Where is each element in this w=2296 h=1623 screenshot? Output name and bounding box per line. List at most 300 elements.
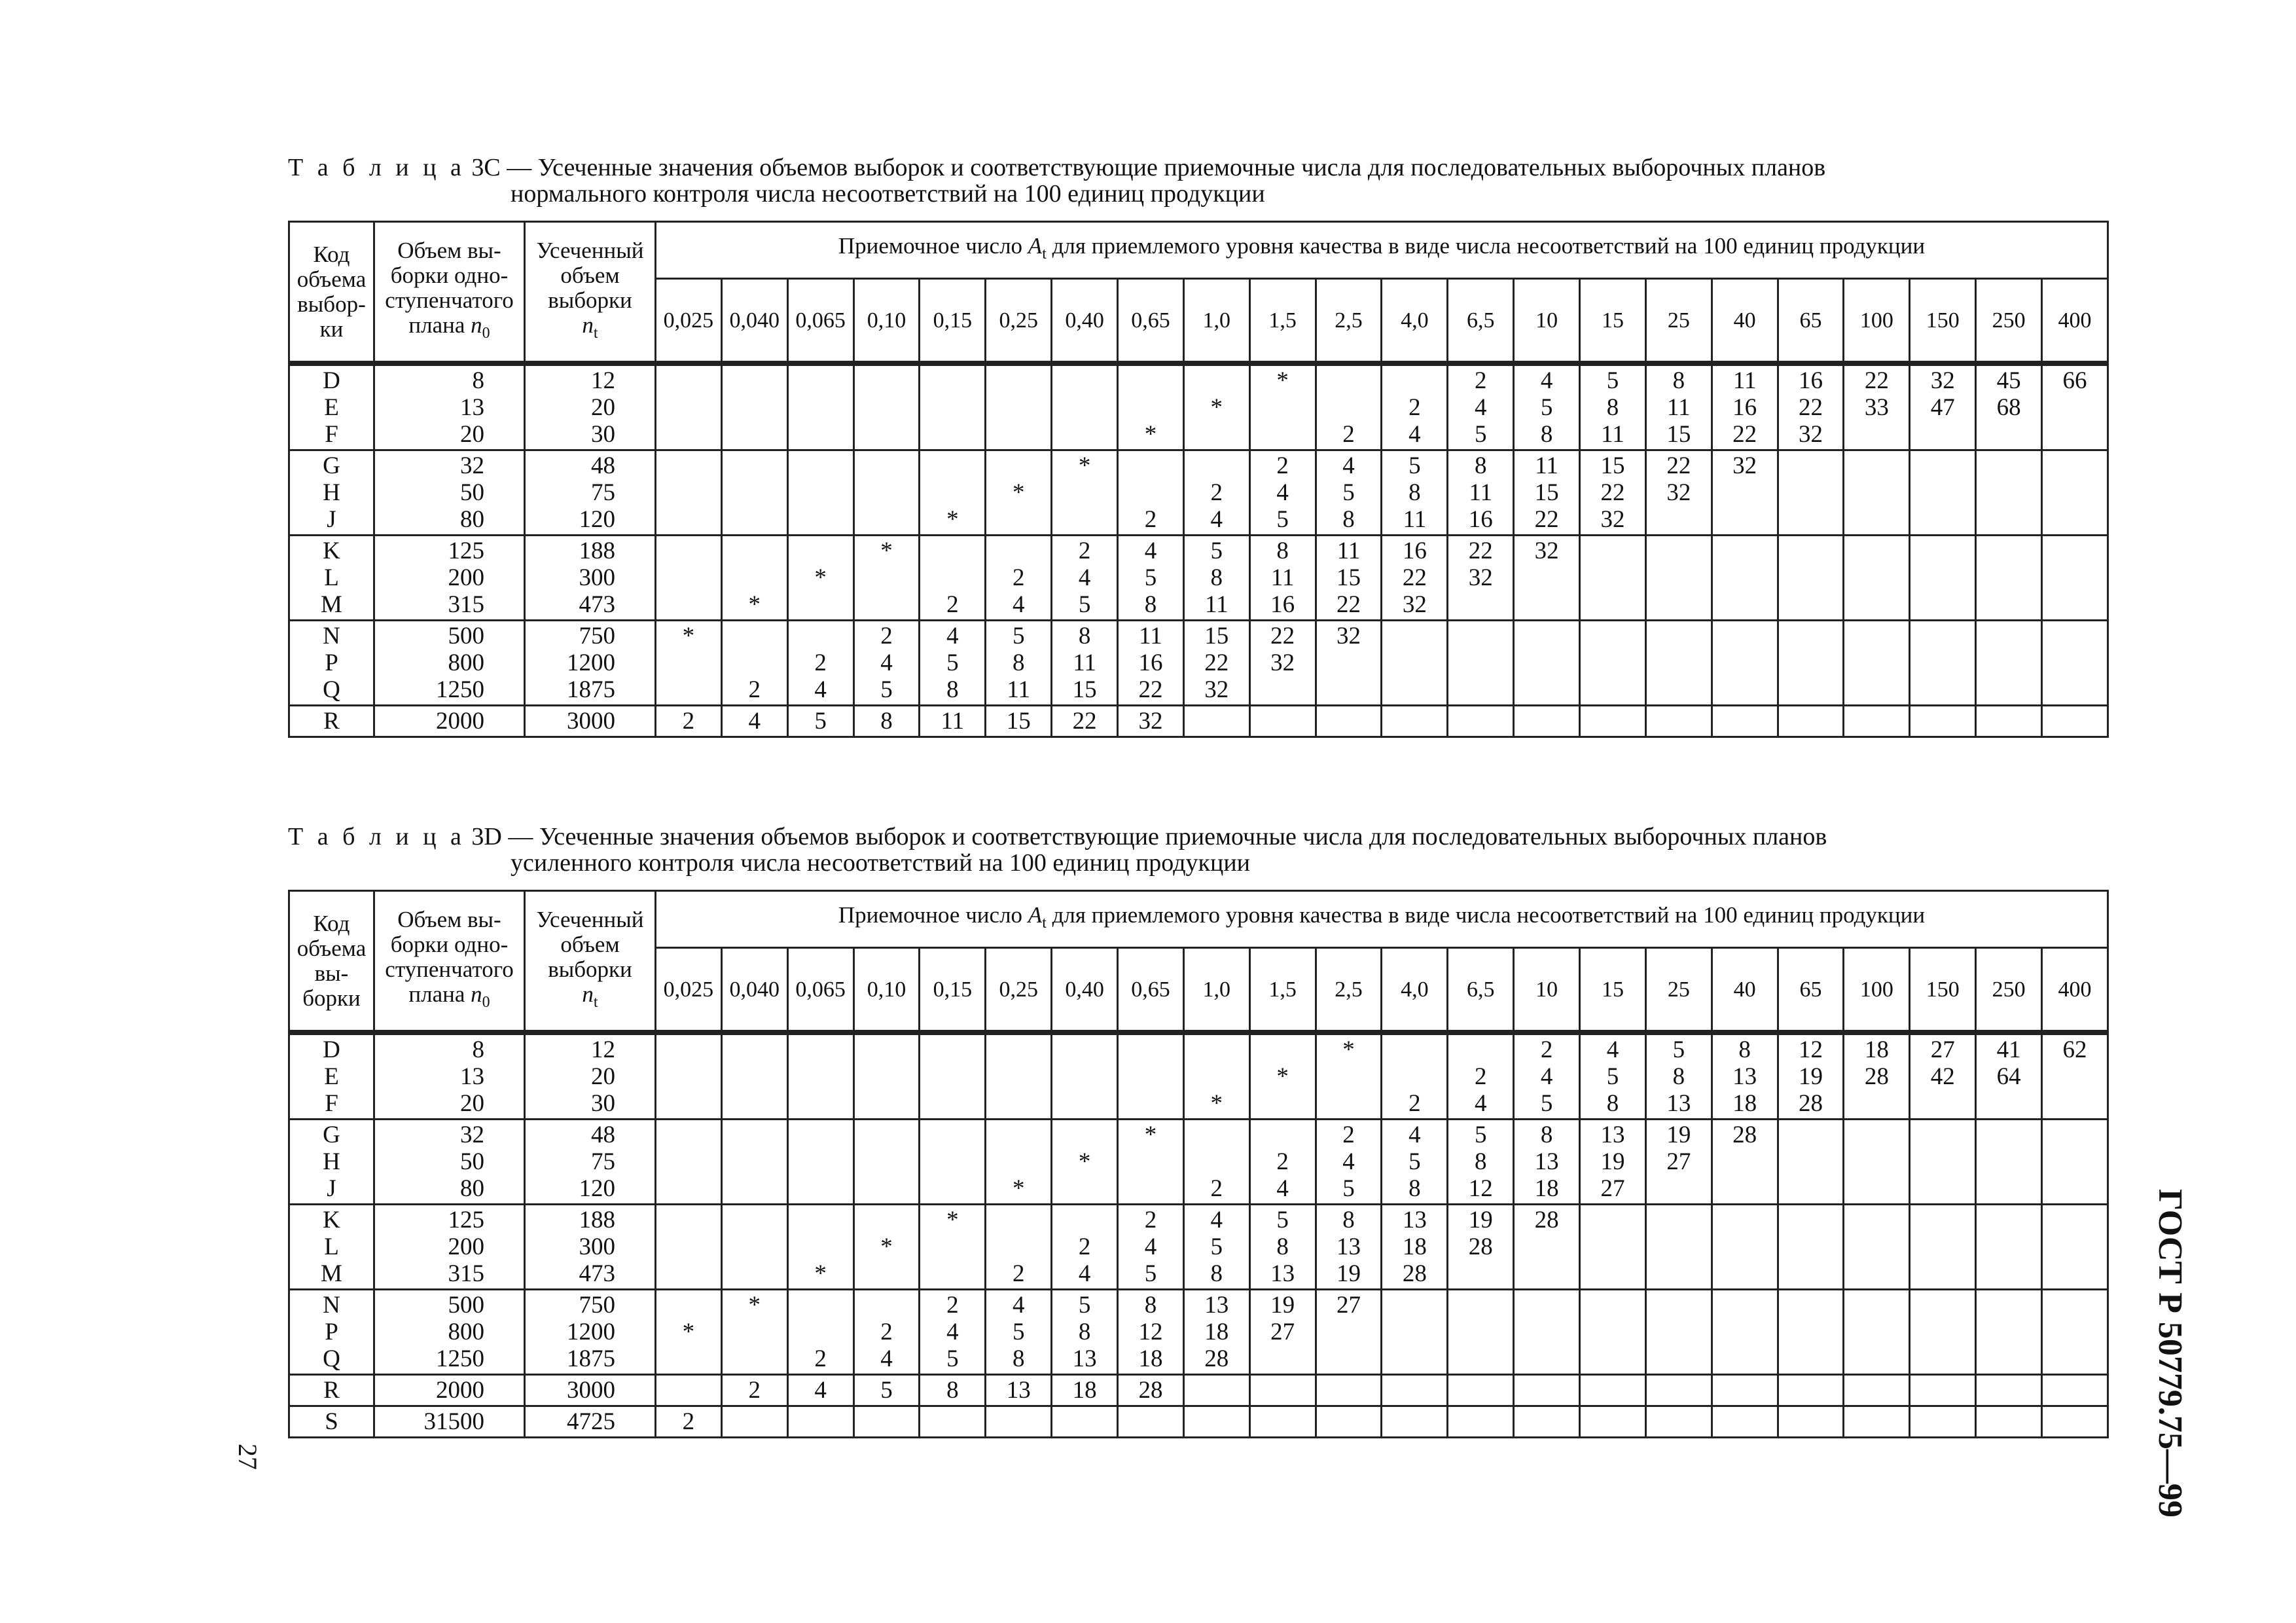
acceptance-value [1844, 421, 1909, 448]
acceptance-cell [1514, 1205, 1580, 1290]
acceptance-cell [920, 1120, 986, 1205]
table-row [289, 1205, 2108, 1290]
code-cell [289, 1375, 374, 1406]
acceptance-value: 5 [1210, 538, 1223, 564]
acceptance-value: 5 [1540, 394, 1553, 421]
acceptance-cell [1382, 706, 1448, 737]
quality-level-5: 0,25 [986, 279, 1052, 364]
acceptance-value: 15 [1336, 564, 1361, 591]
acceptance-value: 22 [1799, 394, 1823, 421]
acceptance-value [789, 591, 853, 618]
quality-level-21: 400 [2042, 948, 2108, 1033]
acceptance-cell [1712, 1120, 1778, 1205]
acceptance-value: 12 [1468, 1175, 1493, 1202]
acceptance-value: 11 [1204, 591, 1229, 618]
acceptance-cell [656, 1032, 722, 1120]
acceptance-cell [1118, 1290, 1184, 1375]
acceptance-value [855, 1260, 919, 1287]
acceptance-value: 18 [1864, 1036, 1889, 1063]
acceptance-cell [1183, 1290, 1249, 1375]
acceptance-value: 4 [946, 1319, 959, 1345]
acceptance-value: 8 [1210, 1260, 1223, 1287]
acceptance-cell [920, 1375, 986, 1406]
code-cell [289, 363, 374, 450]
acceptance-value: 11 [1073, 649, 1096, 676]
acceptance-value: 2 [946, 1292, 959, 1319]
quality-level-17: 65 [1778, 948, 1844, 1033]
acceptance-cell [1712, 1375, 1778, 1406]
acceptance-value: 2 [814, 649, 827, 676]
n0-cell-value: 125 [448, 1207, 484, 1233]
acceptance-cell [1580, 450, 1646, 536]
acceptance-value: * [1012, 1175, 1025, 1202]
code-cell-value: L [324, 1233, 339, 1260]
acceptance-cell [787, 536, 853, 621]
code-cell-value: N [323, 1292, 340, 1319]
acceptance-cell [986, 1032, 1052, 1120]
acceptance-cell [986, 1290, 1052, 1375]
acceptance-cell [920, 450, 986, 536]
acceptance-cell [1778, 621, 1844, 706]
n0-cell-value: 50 [460, 479, 484, 506]
acceptance-value: 18 [1072, 1377, 1097, 1404]
acceptance-value [920, 1260, 984, 1287]
acceptance-cell [1778, 1032, 1844, 1120]
truncated-header-text: Усеченный объем выборки [536, 237, 644, 313]
acceptance-cell [2042, 536, 2108, 621]
single-plan-sub: 0 [482, 993, 490, 1011]
quality-level-4: 0,15 [920, 279, 986, 364]
quality-level-9: 1,5 [1249, 279, 1316, 364]
acceptance-value [986, 1233, 1050, 1260]
acceptance-value [1185, 1036, 1249, 1063]
acceptance-value: 8 [1408, 479, 1421, 506]
acceptance-cell [1778, 450, 1844, 536]
acceptance-cell [1382, 1375, 1448, 1406]
acceptance-value: 5 [946, 649, 959, 676]
acceptance-value: 22 [1138, 676, 1163, 703]
acceptance-cell [1910, 363, 1976, 450]
code-cell-value: F [325, 421, 338, 448]
code-cell-value: Q [323, 1345, 340, 1372]
nt-cell-value: 750 [579, 1292, 615, 1319]
code-cell-value: Q [323, 676, 340, 703]
acceptance-value [789, 1319, 853, 1345]
acceptance-value: 18 [1138, 1345, 1163, 1372]
truncated-header [525, 222, 656, 364]
acceptance-value [920, 452, 984, 479]
quality-level-0: 0,025 [656, 279, 722, 364]
acceptance-cell [920, 621, 986, 706]
acceptance-cell [1514, 1290, 1580, 1375]
acceptance-cell [1052, 1406, 1118, 1438]
acceptance-value: 11 [1601, 421, 1624, 448]
acceptance-cell [1580, 706, 1646, 737]
single-plan-header [374, 222, 525, 364]
acceptance-cell [721, 1375, 787, 1406]
acceptance-cell [1712, 536, 1778, 621]
acceptance-cell [853, 1032, 920, 1120]
acceptance-value [986, 1207, 1050, 1233]
acceptance-cell [1844, 1120, 1910, 1205]
n0-cell-value: 32 [460, 452, 484, 479]
acceptance-cell [1580, 1290, 1646, 1375]
acceptance-value [1052, 1175, 1117, 1202]
acceptance-suffix: для приемлемого уровня качества в виде числа несоответствий на 100 единиц продукции [1052, 233, 1926, 259]
nt-cell-value: 1200 [567, 649, 615, 676]
acceptance-value: * [1078, 452, 1091, 479]
quality-level-13: 10 [1514, 948, 1580, 1033]
acceptance-value [1382, 367, 1446, 394]
acceptance-value: 2 [1474, 367, 1487, 394]
acceptance-cell [1580, 1205, 1646, 1290]
acceptance-value [1448, 1260, 1513, 1287]
quality-level-20: 250 [1976, 948, 2042, 1033]
nt-cell-value: 3000 [567, 708, 615, 735]
acceptance-cell [787, 1290, 853, 1375]
acceptance-value: 8 [1540, 1122, 1553, 1148]
acceptance-value [1977, 421, 2041, 448]
acceptance-cell [986, 450, 1052, 536]
acceptance-cell [920, 1032, 986, 1120]
acceptance-cell [1778, 1290, 1844, 1375]
acceptance-value [1052, 1122, 1117, 1148]
acceptance-cell [2042, 1375, 2108, 1406]
code-cell-value: K [323, 538, 340, 564]
acceptance-value: 13 [1072, 1345, 1097, 1372]
acceptance-cell [1382, 1205, 1448, 1290]
acceptance-cell [721, 450, 787, 536]
acceptance-value: 4 [880, 649, 893, 676]
acceptance-var: A [1028, 902, 1043, 928]
n0-cell-value: 200 [448, 1233, 484, 1260]
header-row [289, 891, 2108, 948]
acceptance-cell [853, 1290, 920, 1375]
acceptance-value [1052, 506, 1117, 533]
acceptance-value: 5 [1012, 1319, 1025, 1345]
acceptance-cell [1910, 1120, 1976, 1205]
acceptance-cell [853, 621, 920, 706]
acceptance-cell [1844, 1406, 1910, 1438]
quality-level-7: 0,65 [1118, 279, 1184, 364]
acceptance-value: 66 [2062, 367, 2087, 394]
code-cell-value: D [323, 367, 340, 394]
quality-level-0: 0,025 [656, 948, 722, 1033]
acceptance-cell [1712, 1290, 1778, 1375]
acceptance-value: 15 [1006, 708, 1031, 735]
nt-cell [525, 621, 656, 706]
acceptance-cell [1910, 1205, 1976, 1290]
nt-cell-value: 30 [591, 1090, 615, 1117]
acceptance-value: 15 [1600, 452, 1625, 479]
acceptance-value: 8 [1474, 1148, 1487, 1175]
truncated-var: n [582, 312, 594, 338]
acceptance-value: 8 [1342, 506, 1355, 533]
single-plan-header [374, 891, 525, 1033]
table-row [289, 450, 2108, 536]
code-header-text: Код объема вы- борки [296, 910, 367, 1011]
acceptance-cell [853, 706, 920, 737]
acceptance-value [986, 1148, 1050, 1175]
acceptance-cell [1910, 1290, 1976, 1375]
acceptance-value: 11 [1270, 564, 1295, 591]
quality-level-1: 0,040 [721, 279, 787, 364]
acceptance-value: 4 [1342, 452, 1355, 479]
acceptance-value [723, 564, 787, 591]
nt-cell-value: 12 [591, 1036, 615, 1063]
acceptance-value [656, 1292, 721, 1319]
acceptance-cell [1976, 1120, 2042, 1205]
code-cell-value: L [324, 564, 339, 591]
acceptance-value: 22 [1534, 506, 1559, 533]
acceptance-value: 2 [880, 623, 893, 649]
acceptance-value: 2 [1144, 1207, 1157, 1233]
nt-cell-value: 300 [579, 564, 615, 591]
acceptance-value: 4 [1474, 1090, 1487, 1117]
n0-cell-value: 800 [448, 1319, 484, 1345]
acceptance-value: 11 [1732, 367, 1757, 394]
acceptance-cell [1976, 621, 2042, 706]
acceptance-cell [721, 1290, 787, 1375]
table-row [289, 536, 2108, 621]
acceptance-value [1251, 421, 1315, 448]
code-cell-value: K [323, 1207, 340, 1233]
n0-cell-value: 20 [460, 1090, 484, 1117]
acceptance-value: 5 [814, 708, 827, 735]
quality-level-17: 65 [1778, 279, 1844, 364]
acceptance-value: 8 [1672, 1063, 1685, 1090]
code-cell-value: J [327, 506, 336, 533]
acceptance-value: 11 [1007, 676, 1031, 703]
acceptance-value [1448, 591, 1513, 618]
acceptance-cell [1118, 1205, 1184, 1290]
acceptance-cell [1645, 621, 1712, 706]
acceptance-cell [1052, 1032, 1118, 1120]
acceptance-value [723, 1319, 787, 1345]
acceptance-cell [1183, 1406, 1249, 1438]
code-cell [289, 706, 374, 737]
quality-level-6: 0,40 [1052, 279, 1118, 364]
acceptance-cell [1249, 363, 1316, 450]
acceptance-cell [1316, 1406, 1382, 1438]
quality-level-6: 0,40 [1052, 948, 1118, 1033]
acceptance-cell [656, 1290, 722, 1375]
acceptance-value: 4 [1408, 421, 1421, 448]
acceptance-value [789, 623, 853, 649]
acceptance-value: 8 [1144, 591, 1157, 618]
acceptance-cell [1448, 450, 1514, 536]
nt-cell-value: 300 [579, 1233, 615, 1260]
n0-cell-value: 80 [460, 1175, 484, 1202]
acceptance-cell [656, 450, 722, 536]
acceptance-value: 2 [1408, 394, 1421, 421]
n0-cell [374, 536, 525, 621]
acceptance-value: 13 [1336, 1233, 1361, 1260]
acceptance-cell [1316, 450, 1382, 536]
acceptance-cell [1118, 706, 1184, 737]
nt-cell [525, 706, 656, 737]
acceptance-value: 5 [1276, 1207, 1289, 1233]
acceptance-value: 19 [1336, 1260, 1361, 1287]
acceptance-cell [721, 536, 787, 621]
acceptance-value [723, 649, 787, 676]
acceptance-cell [986, 363, 1052, 450]
acceptance-value [986, 506, 1050, 533]
acceptance-cell [1052, 1375, 1118, 1406]
acceptance-value: 4 [1474, 394, 1487, 421]
quality-level-18: 100 [1844, 948, 1910, 1033]
acceptance-value: 2 [682, 708, 695, 735]
acceptance-cell [1249, 1375, 1316, 1406]
acceptance-value: 68 [1996, 394, 2021, 421]
acceptance-cell [1382, 1120, 1448, 1205]
acceptance-cell [1910, 621, 1976, 706]
acceptance-cell [1249, 1406, 1316, 1438]
acceptance-value [1251, 1345, 1315, 1372]
acceptance-cell [1645, 1032, 1712, 1120]
acceptance-value: 4 [1144, 538, 1157, 564]
acceptance-value: 2 [880, 1319, 893, 1345]
nt-cell [525, 1290, 656, 1375]
acceptance-value: * [946, 1207, 959, 1233]
acceptance-cell [1448, 1205, 1514, 1290]
quality-level-15: 25 [1645, 279, 1712, 364]
code-cell-value: H [323, 479, 340, 506]
acceptance-cell [787, 1375, 853, 1406]
code-cell [289, 1205, 374, 1290]
acceptance-value: 8 [1738, 1036, 1751, 1063]
code-cell [289, 450, 374, 536]
acceptance-value [2043, 1090, 2107, 1117]
acceptance-cell [2042, 450, 2108, 536]
acceptance-value: 2 [1144, 506, 1157, 533]
acceptance-cell [1448, 1375, 1514, 1406]
acceptance-cell [1382, 536, 1448, 621]
acceptance-cell [1778, 363, 1844, 450]
acceptance-cell [1382, 621, 1448, 706]
acceptance-value: 5 [1342, 479, 1355, 506]
table-3c-title-line1: — Усеченные значения объемов выборок и соответствующие приемочные числа для последовательных выборочных планов [507, 154, 1826, 181]
acceptance-cell [656, 621, 722, 706]
acceptance-cell [1249, 621, 1316, 706]
acceptance-value: 33 [1864, 394, 1889, 421]
acceptance-value: 27 [1270, 1319, 1295, 1345]
acceptance-value: 4 [814, 676, 827, 703]
acceptance-value [920, 538, 984, 564]
acceptance-prefix: Приемочное число [838, 233, 1023, 259]
acceptance-value: 28 [1468, 1233, 1493, 1260]
acceptance-value: 47 [1930, 394, 1955, 421]
acceptance-value: 4 [1276, 479, 1289, 506]
acceptance-cell [1712, 1205, 1778, 1290]
acceptance-value: 18 [1402, 1233, 1427, 1260]
single-plan-var: n [471, 312, 482, 338]
acceptance-value: 11 [1403, 506, 1427, 533]
acceptance-value: 16 [1138, 649, 1163, 676]
acceptance-cell [1778, 1205, 1844, 1290]
acceptance-cell [1118, 1032, 1184, 1120]
acceptance-cell [1118, 1120, 1184, 1205]
acceptance-value: * [682, 1319, 695, 1345]
acceptance-value: 15 [1666, 421, 1691, 448]
acceptance-value: 2 [814, 1345, 827, 1372]
nt-cell-value: 20 [591, 1063, 615, 1090]
truncated-header-text: Усеченный объем выборки [536, 906, 644, 982]
acceptance-value: 32 [1534, 538, 1559, 564]
acceptance-cell [1448, 1032, 1514, 1120]
acceptance-cell [986, 1120, 1052, 1205]
acceptance-cell [1514, 1375, 1580, 1406]
code-cell-value: P [325, 1319, 338, 1345]
acceptance-value [1910, 1090, 1975, 1117]
acceptance-value: 2 [1342, 421, 1355, 448]
quality-level-10: 2,5 [1316, 948, 1382, 1033]
acceptance-value: 32 [1204, 676, 1229, 703]
acceptance-cell [853, 450, 920, 536]
acceptance-value: 16 [1270, 591, 1295, 618]
acceptance-value [1382, 1036, 1446, 1063]
acceptance-cell [721, 1120, 787, 1205]
acceptance-cell [1118, 536, 1184, 621]
acceptance-value [1515, 1260, 1579, 1287]
acceptance-cell [1052, 1120, 1118, 1205]
acceptance-value [1119, 394, 1183, 421]
table-3c [288, 221, 2109, 738]
code-cell [289, 536, 374, 621]
acceptance-cell [1910, 536, 1976, 621]
acceptance-value: 8 [1606, 394, 1619, 421]
acceptance-value: 4 [880, 1345, 893, 1372]
acceptance-value: 4 [1012, 591, 1025, 618]
single-plan-header-text: Объем вы- борки одно- ступенчатого плана [385, 237, 514, 338]
acceptance-cell [1316, 1120, 1382, 1205]
acceptance-cell [1316, 363, 1382, 450]
nt-cell-value: 1875 [567, 1345, 615, 1372]
acceptance-cell [1976, 1032, 2042, 1120]
acceptance-cell [853, 363, 920, 450]
code-cell-value: G [323, 452, 340, 479]
acceptance-value: * [1276, 367, 1289, 394]
n0-cell-value: 2000 [436, 708, 484, 735]
acceptance-cell [1778, 1120, 1844, 1205]
acceptance-cell [1976, 1290, 2042, 1375]
acceptance-sub: t [1042, 915, 1047, 932]
acceptance-value: 19 [1270, 1292, 1295, 1319]
acceptance-cell [2042, 1290, 2108, 1375]
acceptance-value: 8 [1078, 1319, 1091, 1345]
acceptance-value [1251, 676, 1315, 703]
acceptance-cell [1910, 1406, 1976, 1438]
acceptance-value [1251, 394, 1315, 421]
acceptance-cell [1580, 1406, 1646, 1438]
table-row [289, 706, 2108, 737]
acceptance-value: 22 [1270, 623, 1295, 649]
acceptance-value: 5 [1144, 1260, 1157, 1287]
acceptance-cell [1844, 1375, 1910, 1406]
acceptance-cell [1910, 1375, 1976, 1406]
acceptance-value: 22 [1600, 479, 1625, 506]
acceptance-value [656, 1345, 721, 1372]
acceptance-value: 13 [1204, 1292, 1229, 1319]
acceptance-cell [1249, 1120, 1316, 1205]
acceptance-value: 22 [1666, 452, 1691, 479]
table-row [289, 1406, 2108, 1438]
acceptance-value: 28 [1732, 1122, 1757, 1148]
acceptance-value [1251, 1090, 1315, 1117]
acceptance-value: 64 [1996, 1063, 2021, 1090]
quality-level-3: 0,10 [853, 279, 920, 364]
acceptance-value: 2 [1210, 479, 1223, 506]
